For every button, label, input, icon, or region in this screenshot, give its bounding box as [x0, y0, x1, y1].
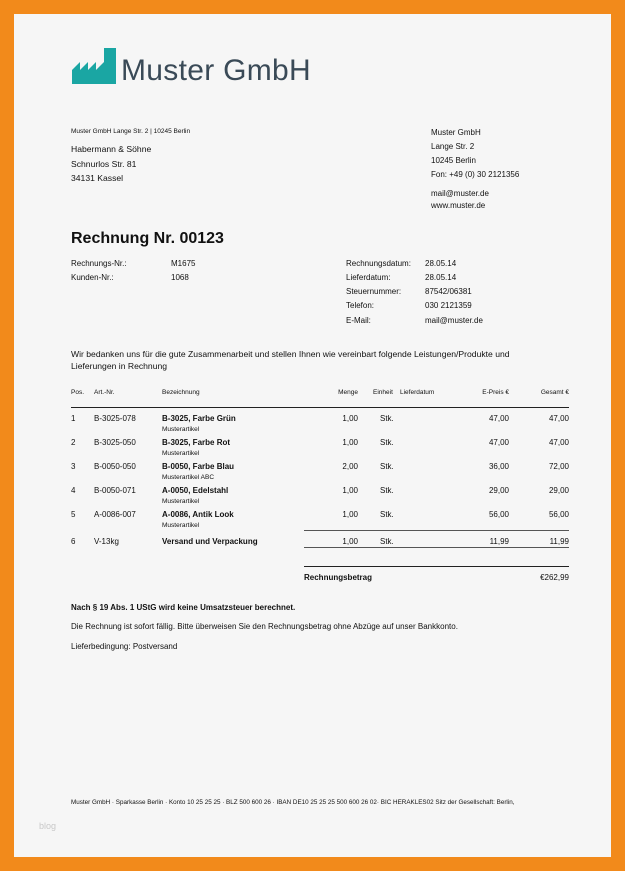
- row-6-qty: 1,00: [342, 537, 358, 546]
- contact-mail: mail@muster.de: [431, 189, 489, 198]
- email-value: mail@muster.de: [425, 316, 483, 325]
- header-qty: Menge: [338, 389, 358, 396]
- row-2-price: 47,00: [488, 438, 509, 447]
- phone-label: Telefon:: [346, 301, 375, 310]
- invoice-date-value: 28.05.14: [425, 259, 457, 268]
- header-desc: Bezeichnung: [162, 389, 200, 396]
- tax-note: Nach § 19 Abs. 1 UStG wird keine Umsatzsteuer berechnet.: [71, 603, 296, 612]
- row-3-pos: 3: [71, 462, 76, 471]
- row-5-total: 56,00: [548, 510, 569, 519]
- customer-number-value: 1068: [171, 273, 189, 282]
- contact-phone: Fon: +49 (0) 30 2121356: [431, 170, 520, 179]
- contact-web: www.muster.de: [431, 201, 486, 210]
- row-1-unit: Stk.: [380, 414, 394, 423]
- header-pos: Pos.: [71, 389, 85, 396]
- shipping-top-divider: [304, 530, 569, 531]
- tax-number-value: 87542/06381: [425, 287, 472, 296]
- row-4-desc: A-0050, Edelstahl: [162, 486, 229, 495]
- row-4-unit: Stk.: [380, 486, 394, 495]
- invoice-title: Rechnung Nr. 00123: [71, 230, 224, 247]
- invoice-number-value: M1675: [171, 259, 196, 268]
- row-5-art: A-0086-007: [94, 510, 136, 519]
- row-2-total: 47,00: [548, 438, 569, 447]
- row-6-unit: Stk.: [380, 537, 394, 546]
- row-3-price: 36,00: [488, 462, 509, 471]
- sender-line: Muster GmbH Lange Str. 2 | 10245 Berlin: [71, 128, 191, 135]
- header-date: Lieferdatum: [400, 389, 435, 396]
- row-1-desc: B-3025, Farbe Grün: [162, 414, 236, 423]
- row-3-desc: B-0050, Farbe Blau: [162, 462, 235, 471]
- invoice-date-label: Rechnungsdatum:: [346, 259, 411, 268]
- factory-icon: [70, 48, 118, 84]
- email-label: E-Mail:: [346, 316, 371, 325]
- row-1-price: 47,00: [488, 414, 509, 423]
- row-3-art: B-0050-050: [94, 462, 136, 471]
- phone-value: 030 2121359: [425, 301, 472, 310]
- row-6-pos: 6: [71, 537, 76, 546]
- row-3-unit: Stk.: [380, 462, 394, 471]
- row-4-qty: 1,00: [342, 486, 358, 495]
- row-2-desc: B-3025, Farbe Rot: [162, 438, 231, 447]
- recipient-name: Habermann & Söhne: [71, 144, 152, 154]
- contact-street: Lange Str. 2: [431, 142, 475, 151]
- total-label: Rechnungsbetrag: [304, 573, 373, 582]
- header-unit: Einheit: [373, 389, 393, 396]
- row-6-total: 11,99: [549, 537, 569, 546]
- watermark: blog: [39, 821, 57, 831]
- payment-note: Die Rechnung ist sofort fällig. Bitte überweisen Sie den Rechnungsbetrag ohne Abzüge auf unser Bankkonto.: [71, 622, 458, 631]
- row-6-desc: Versand und Verpackung: [162, 537, 258, 546]
- row-1-total: 47,00: [548, 414, 569, 423]
- contact-name: Muster GmbH: [431, 128, 481, 137]
- row-2-art: B-3025-050: [94, 438, 136, 447]
- row-5-unit: Stk.: [380, 510, 394, 519]
- invoice-number-label: Rechnungs-Nr.:: [71, 259, 127, 268]
- header-art: Art.-Nr.: [94, 389, 115, 396]
- delivery-date-label: Lieferdatum:: [346, 273, 391, 282]
- delivery-note: Lieferbedingung: Postversand: [71, 642, 178, 651]
- intro-line-2: Lieferungen in Rechnung: [71, 361, 168, 371]
- header-total: Gesamt €: [540, 389, 569, 396]
- total-value: €262,99: [540, 573, 569, 582]
- row-6-art: V-13kg: [94, 537, 119, 546]
- row-2-pos: 2: [71, 438, 76, 447]
- row-2-unit: Stk.: [380, 438, 394, 447]
- invoice-page: [14, 14, 611, 857]
- row-1-art: B-3025-078: [94, 414, 136, 423]
- row-4-art: B-0050-071: [94, 486, 136, 495]
- delivery-date-value: 28.05.14: [425, 273, 457, 282]
- row-4-total: 29,00: [548, 486, 569, 495]
- customer-number-label: Kunden-Nr.:: [71, 273, 114, 282]
- row-1-pos: 1: [71, 414, 76, 423]
- company-name: Muster GmbH: [121, 54, 311, 87]
- row-5-qty: 1,00: [342, 510, 358, 519]
- recipient-street: Schnurlos Str. 81: [71, 159, 137, 169]
- row-3-total: 72,00: [548, 462, 569, 471]
- row-1-sub: Musterartikel: [162, 426, 200, 433]
- footer-bank-details: Muster GmbH · Sparkasse Berlin · Konto 10 25 25 25 · BLZ 500 600 26 · IBAN DE10 25 25 25 500 600 26 02· BIC HERAKLES02 Sitz der Gesellschaft: Berlin,: [71, 799, 515, 806]
- row-3-sub: Musterartikel ABC: [162, 474, 215, 481]
- row-5-desc: A-0086, Antik Look: [162, 510, 234, 519]
- row-5-price: 56,00: [488, 510, 509, 519]
- tax-number-label: Steuernummer:: [346, 287, 402, 296]
- row-4-price: 29,00: [488, 486, 509, 495]
- row-4-pos: 4: [71, 486, 76, 495]
- recipient-city: 34131 Kassel: [71, 173, 124, 183]
- row-3-qty: 2,00: [342, 462, 358, 471]
- header-price: E-Preis €: [482, 389, 509, 396]
- row-1-qty: 1,00: [342, 414, 358, 423]
- row-5-sub: Musterartikel: [162, 522, 200, 529]
- intro-line-1: Wir bedanken uns für die gute Zusammenarbeit und stellen Ihnen wie vereinbart folgende Leistungen/Produkte und: [71, 349, 510, 359]
- header-divider: [71, 407, 569, 408]
- shipping-bottom-divider: [304, 547, 569, 548]
- row-4-sub: Musterartikel: [162, 498, 200, 505]
- row-5-pos: 5: [71, 510, 76, 519]
- total-divider: [304, 566, 569, 567]
- row-2-qty: 1,00: [342, 438, 358, 447]
- row-2-sub: Musterartikel: [162, 450, 200, 457]
- contact-city: 10245 Berlin: [431, 156, 476, 165]
- row-6-price: 11,99: [489, 537, 509, 546]
